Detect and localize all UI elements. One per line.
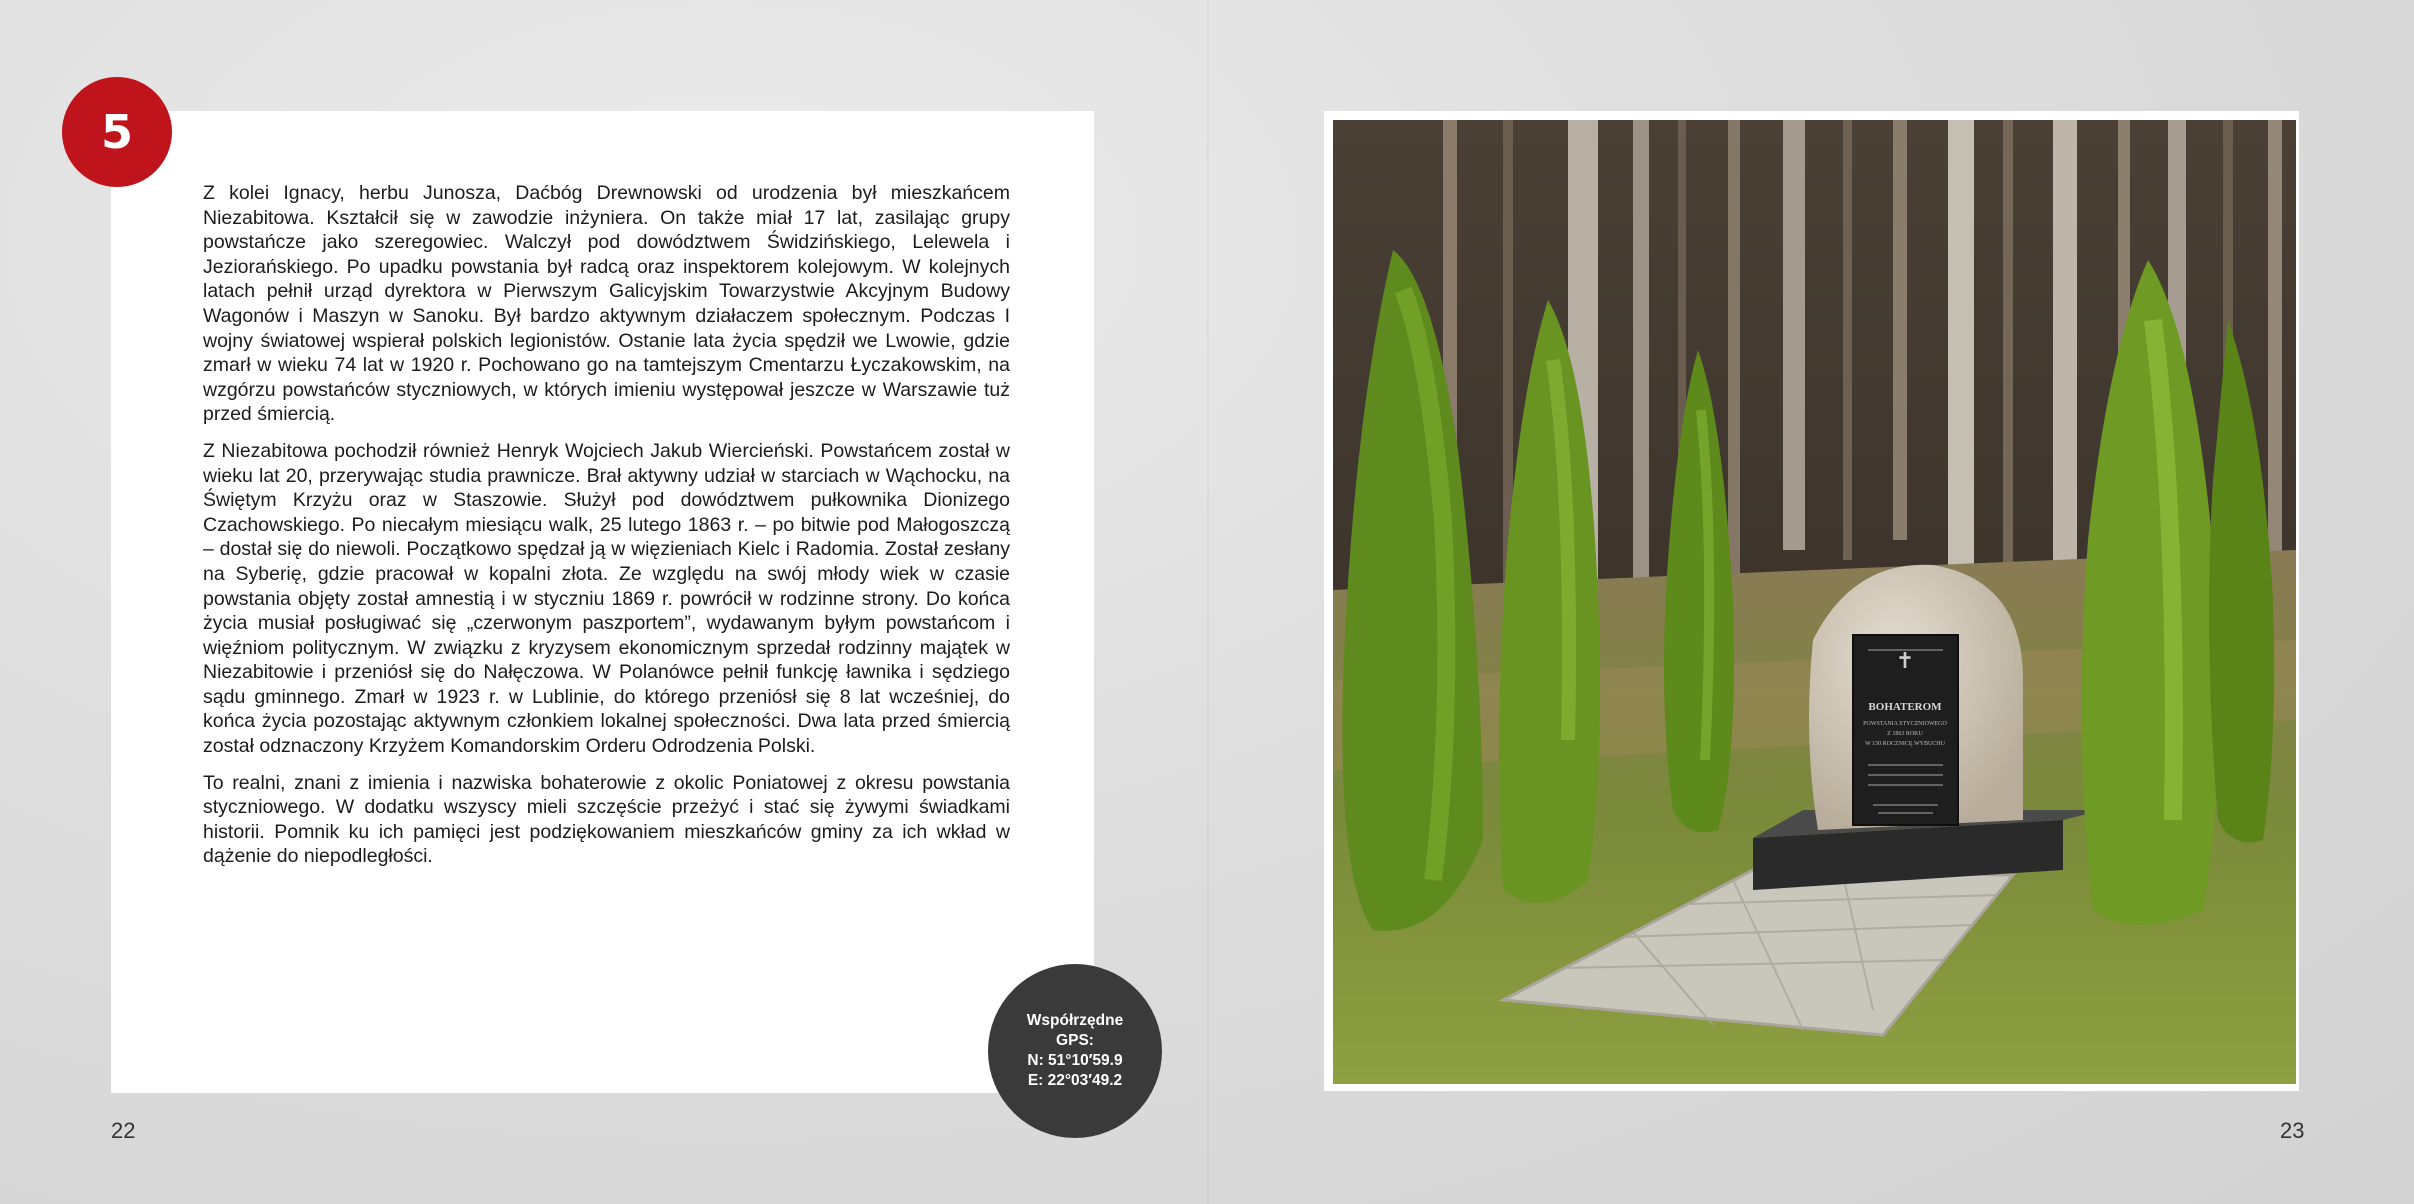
plaque-line2: Z 1863 ROKU xyxy=(1887,731,1923,737)
gps-latitude: N: 51°10′59.9 xyxy=(1027,1052,1123,1069)
paragraph-summary: To realni, znani z imienia i nazwiska bohaterowie z okolic Poniatowej z okresu powstania styczniowego. W dodatku wszyscy mieli szczęście przeżyć i stać się żywymi świadkami historii. Pomnik ku ich pamięci jest podziękowaniem mieszkańców gminy za ich wkład w dążenie do niepodległości. xyxy=(203,771,1010,868)
gps-label-line1: Współrzędne xyxy=(1026,1012,1124,1029)
monument-photo xyxy=(1333,120,2296,1084)
paragraph-drewnowski: Z kolei Ignacy, herbu Junosza, Daćbóg Drewnowski od urodzenia był mieszkańcem Niezabitowa. Kształcił się w zawodzie inżyniera. On także miał 17 lat, zasilając grupy powstańcze jako szeregowiec. Walczył pod dowództwem Świdzińskiego, Lelewela i Jeziorańskiego. Po upadku powstania był radcą oraz inspektorem kolejowym. W kolejnych latach pełnił urząd dyrektora w Pierwszym Galicyjskim Towarzystwie Akcyjnym Budowy Wagonów i Maszyn w Sanoku. Był bardzo aktywnym działaczem społecznym. Podczas I wojny światowej wspierał polskich legionistów. Ostanie lata życia spędził we Lwowie, gdzie zmarł w wieku 74 lat w 1920 r. Pochowano go na tamtejszym Cmentarzu Łyczakowskim, na wzgórzu powstańców styczniowych, w których imieniu występował jeszcze w Warszawie tuż przed śmiercią. xyxy=(203,182,1010,426)
chapter-number-badge: 5 xyxy=(62,77,172,187)
gps-label-line2: GPS: xyxy=(1056,1032,1094,1049)
paragraph-wiercienski: Z Niezabitowa pochodził również Henryk Wojciech Jakub Wiercieński. Powstańcem został w wieku lat 20, przerywając studia prawnicze. Brał aktywny udział w starciach w Wąchocku, na Świętym Krzyżu oraz w Staszowie. Służył pod dowództwem pułkownika Dionizego Czachowskiego. Po niecałym miesiącu walk, 25 lutego 1863 r. – po bitwie pod Małogoszczą – dostał się do niewoli. Początkowo spędzał ją w więzieniach Kielc i Radomia. Został zesłany na Syberię, gdzie pracował w kopalni złota. Ze względu na swój młody wiek w czasie powstania objęty został amnestią i w styczniu 1869 r. powrócił w rodzinne strony. Do końca życia musiał posługiwać się „czerwonym paszportem”, wydawanym byłym powstańcom i więźniom politycznym. W związku z kryzysem ekonomicznym sprzedał rodzinny majątek w Niezabitowie i przeniósł się do Nałęczowa. W Polanówce pełnił funkcję ławnika i sędziego sądu gminnego. Zmarł w 1923 r. w Lublinie, do którego przeniósł się 8 lat wcześniej, do końca życia pozostając aktywnym członkiem lokalnej społeczności. Dwa lata przed śmiercią został odznaczony Krzyżem Komandorskim Orderu Odrodzenia Polski. xyxy=(203,439,1010,758)
page-number-left: 22 xyxy=(111,1118,136,1143)
page-number-right: 23 xyxy=(2280,1118,2305,1143)
plaque-line3: W 150 ROCZNICĘ WYBUCHU xyxy=(1865,741,1945,747)
spread-divider xyxy=(1207,0,1209,1204)
article-body xyxy=(203,181,1010,881)
gps-longitude: E: 22°03′49.2 xyxy=(1027,1072,1123,1089)
plaque-line1: POWSTANIA STYCZNIOWEGO xyxy=(1863,721,1947,727)
cross-icon: ✝ xyxy=(1895,648,1915,673)
plaque-title: BOHATEROM xyxy=(1868,701,1942,713)
gps-coordinates-badge xyxy=(988,964,1162,1138)
